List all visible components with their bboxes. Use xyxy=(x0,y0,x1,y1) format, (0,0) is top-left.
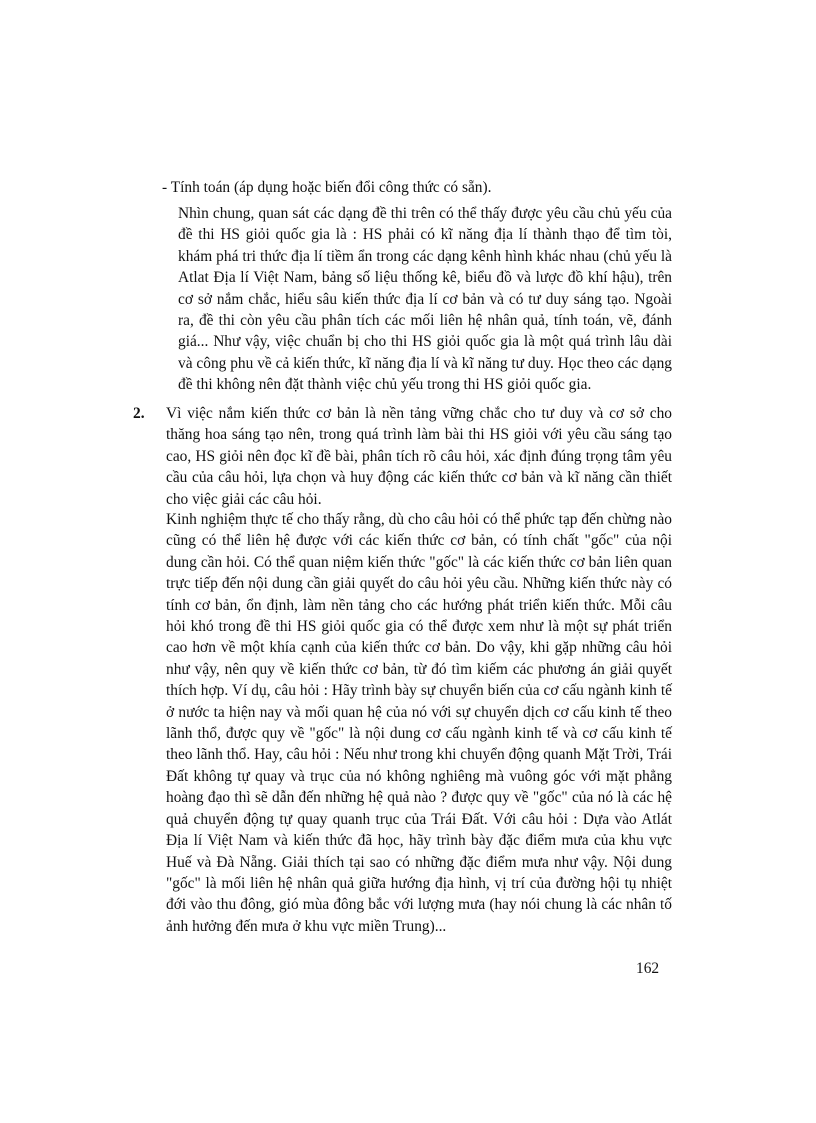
paragraph-experience: Kinh nghiệm thực tế cho thấy rằng, dù cho câu hỏi có thể phức tạp đến chừng nào cũng có thể liên hệ được với các kiến thức cơ bản, có tính chất "gốc" của nội dung cần hỏi. Có thể quan niệm kiến thức "gốc" là các kiến thức cơ bản liên quan trực tiếp đến nội dung cần giải quyết do câu hỏi yêu cầu. Những kiến thức này có tính cơ bản, ổn định, làm nền tảng cho các hướng phát triển kiến thức. Mỗi câu hỏi khó trong đề thi HS giỏi quốc gia có thể được xem như là một sự phát triển cao hơn về một khía cạnh của kiến thức cơ bản. Do vậy, khi gặp những câu hỏi như vậy, nên quy về kiến thức cơ bản, từ đó tìm kiếm các phương án giải quyết thích hợp. Ví dụ, câu hỏi : Hãy trình bày sự chuyển biến của cơ cấu ngành kinh tế ở nước ta hiện nay và mối quan hệ của nó với sự chuyển dịch cơ cấu kinh tế theo lãnh thổ, được quy về "gốc" là nội dung cơ cấu ngành kinh tế và cơ cấu kinh tế theo lãnh thổ. Hay, câu hỏi : Nếu như trong khi chuyển động quanh Mặt Trời, Trái Đất không tự quay và trục của nó không nghiêng mà vuông góc với mặt phẳng hoàng đạo thì sẽ dẫn đến những hệ quả nào ? được quy về "gốc" của nó là các hệ quả chuyển động tự quay quanh trục của Trái Đất. Với câu hỏi : Dựa vào Atlát Địa lí Việt Nam và kiến thức đã học, hãy trình bày đặc điểm mưa của khu vực Huế và Đà Nẵng. Giải thích tại sao có những đặc điểm mưa như vậy. Nội dung "gốc" là mối liên hệ nhân quả giữa hướng địa hình, vị trí của đường hội tụ nhiệt đới vào thu đông, gió mùa đông bắc với lượng mưa (hay nói chung là các nhân tố ảnh hưởng đến mưa ở khu vực miền Trung)... xyxy=(166,511,672,935)
item-number: 2. xyxy=(133,405,145,422)
page-number: 162 xyxy=(636,960,660,977)
bullet-line: - Tính toán (áp dụng hoặc biến đổi công thức có sẵn). xyxy=(162,179,492,196)
paragraph-item-2: Vì việc nắm kiến thức cơ bản là nền tảng vững chắc cho tư duy và cơ sở cho thăng hoa sáng tạo nên, trong quá trình làm bài thi HS giỏi với yêu cầu sáng tạo cao, HS giỏi nên đọc kĩ đề bài, phân tích rõ câu hỏi, xác định đúng trọng tâm yêu cầu của câu hỏi, lựa chọn và huy động các kiến thức cơ bản và kĩ năng cần thiết cho việc giải các câu hỏi. xyxy=(166,405,672,508)
paragraph-summary: Nhìn chung, quan sát các dạng đề thi trên có thể thấy được yêu cầu chủ yếu của đề thi HS giỏi quốc gia là : HS phải có kĩ năng địa lí thành thạo để tìm tòi, khám phá tri thức địa lí tiềm ẩn trong các dạng kênh hình khác nhau (chủ yếu là Atlat Địa lí Việt Nam, bảng số liệu thống kê, biểu đồ và lược đồ khí hậu), trên cơ sở nắm chắc, hiểu sâu kiến thức địa lí cơ bản và có tư duy sáng tạo. Ngoài ra, đề thi còn yêu cầu phân tích các mối liên hệ nhân quả, tính toán, vẽ, đánh giá... Như vậy, việc chuẩn bị cho thi HS giỏi quốc gia là một quá trình lâu dài và công phu về cả kiến thức, kĩ năng địa lí và kĩ năng tư duy. Học theo các dạng đề thi không nên đặt thành việc chủ yếu trong thi HS giỏi quốc gia. xyxy=(178,205,672,394)
